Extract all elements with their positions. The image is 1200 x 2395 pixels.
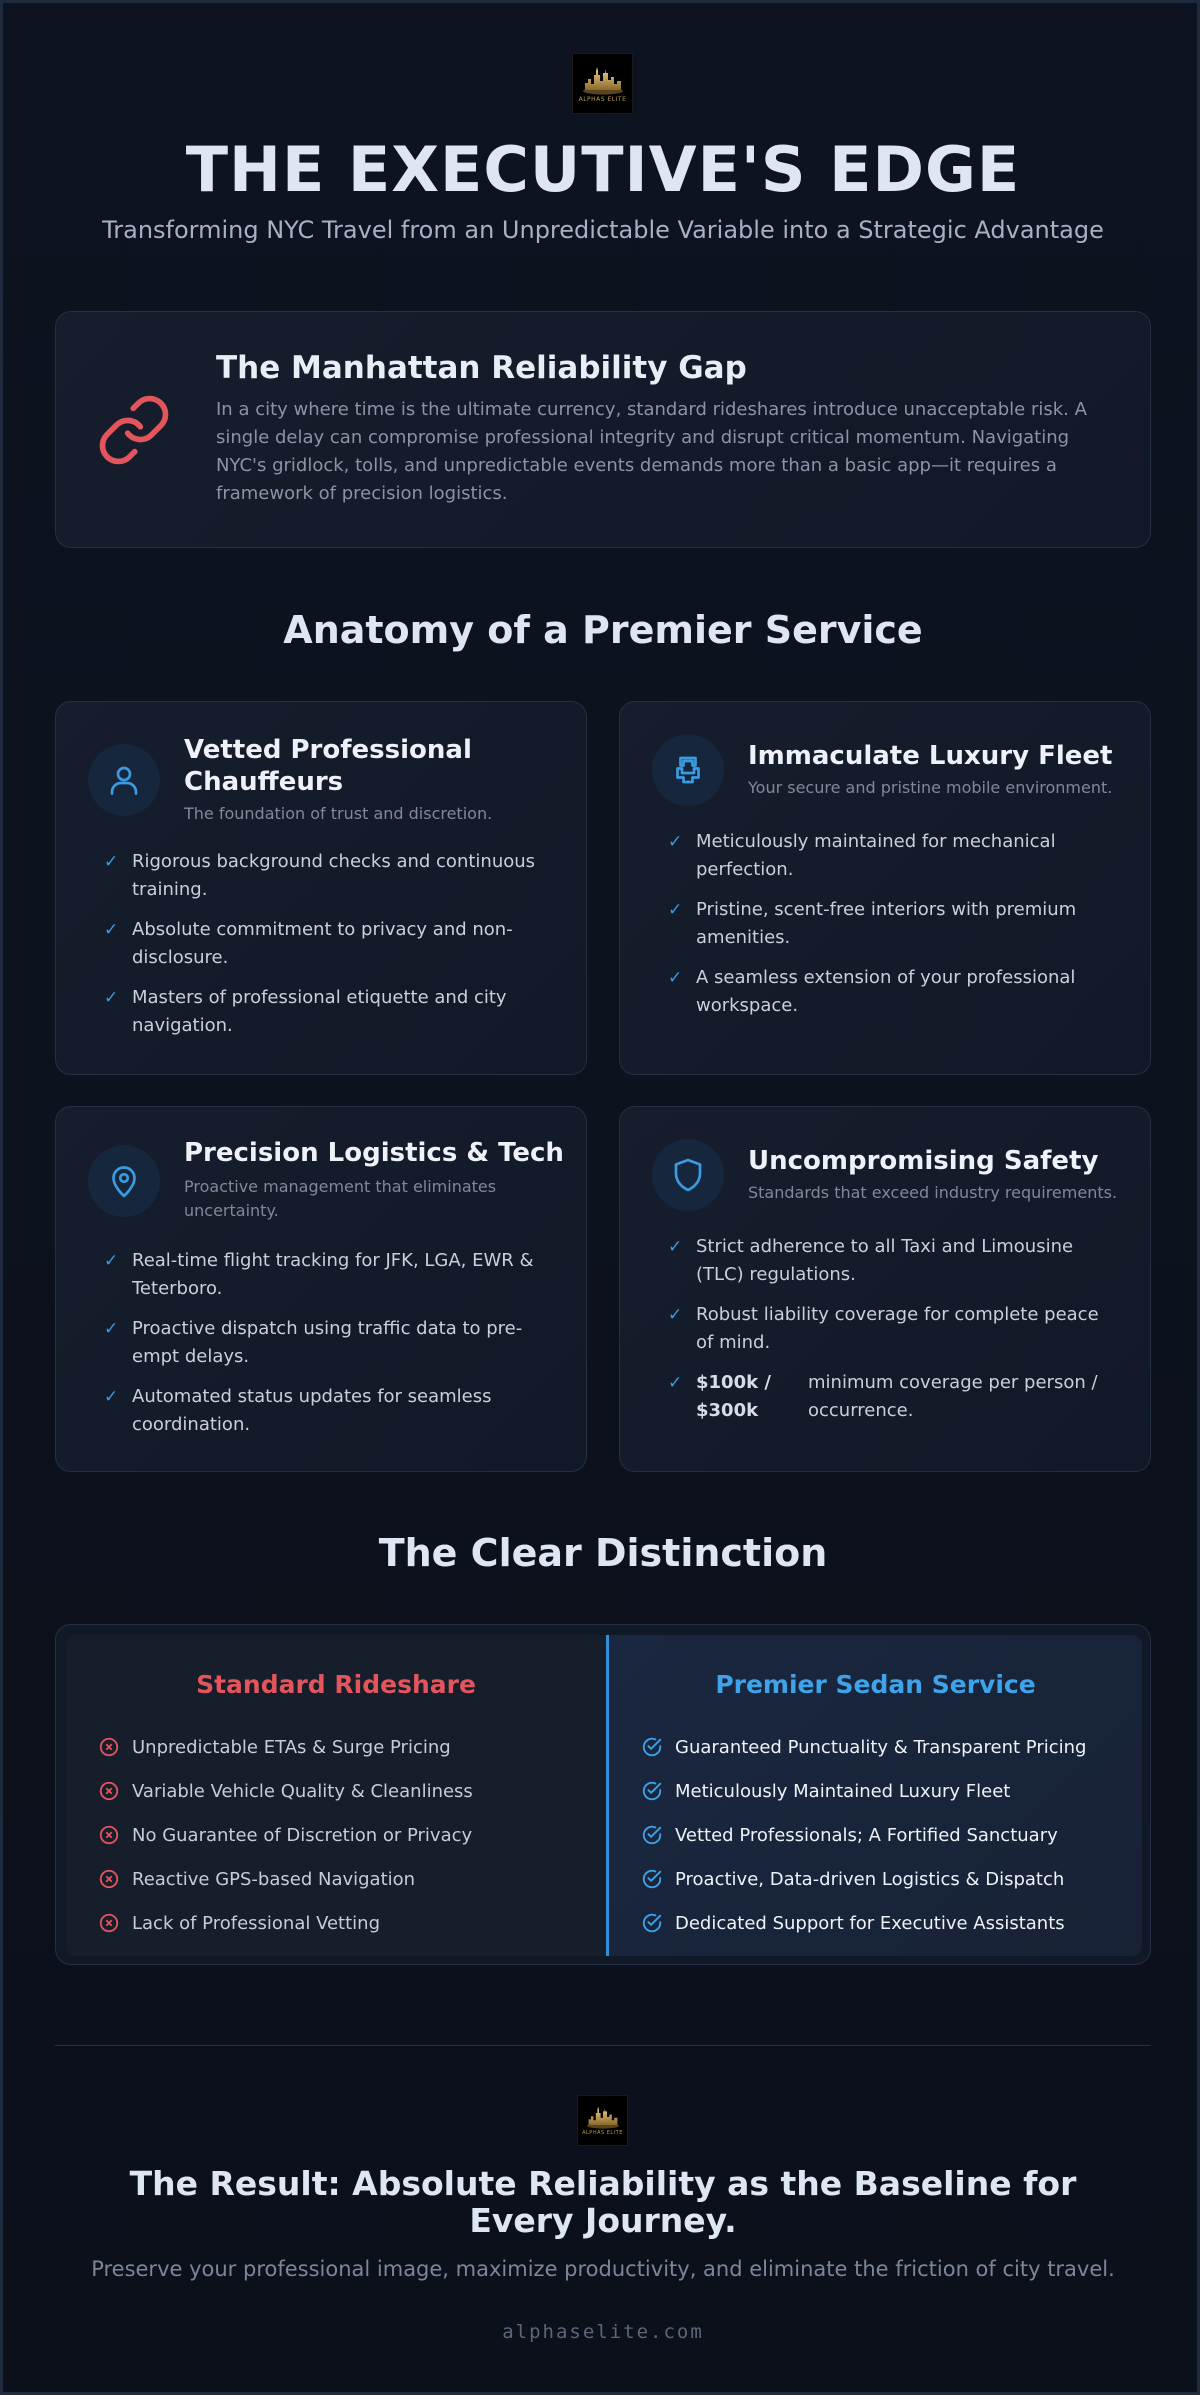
coverage-text: minimum coverage per person / occurrence.: [808, 1372, 1098, 1421]
website-link[interactable]: alphaselite.com: [502, 2321, 704, 2343]
check-icon: ✓: [668, 900, 683, 920]
x-circle-icon: [98, 1868, 120, 1890]
list-item: Dedicated Support for Executive Assistants: [641, 1901, 1086, 1945]
x-circle-icon: [98, 1912, 120, 1934]
feature-icon-wrap: [652, 734, 724, 806]
list-item: No Guarantee of Discretion or Privacy: [98, 1813, 473, 1857]
feature-list: [104, 1247, 554, 1451]
map-pin-icon: [106, 1163, 142, 1199]
feature-card-fleet: [619, 701, 1151, 1075]
feature-title: Precision Logistics & Tech: [184, 1138, 564, 1168]
reliability-gap-card: [55, 311, 1151, 548]
coverage-amount: $100k / $300k: [696, 1372, 771, 1421]
brand-logo: [572, 53, 633, 114]
list-item: ✓ Real-time flight tracking for JFK, LGA, EWR & Teterboro.: [104, 1247, 554, 1303]
feature-icon-wrap: [88, 744, 160, 816]
x-circle-icon: [98, 1824, 120, 1846]
section-divider: [55, 2045, 1151, 2046]
list-item: Reactive GPS-based Navigation: [98, 1857, 473, 1901]
feature-desc: Your secure and pristine mobile environment.: [748, 778, 1113, 797]
list-item: ✓ Meticulously maintained for mechanical perfection.: [668, 828, 1118, 884]
list-item: Meticulously Maintained Luxury Fleet: [641, 1769, 1086, 1813]
check-icon: ✓: [668, 1373, 683, 1393]
list-item: ✓ Strict adherence to all Taxi and Limousine (TLC) regulations.: [668, 1233, 1118, 1289]
feature-desc: The foundation of trust and discretion.: [184, 804, 493, 823]
page-subtitle: Transforming NYC Travel from an Unpredictable Variable into a Strategic Advantage: [102, 216, 1104, 244]
list-item: Lack of Professional Vetting: [98, 1901, 473, 1945]
skyline-logo-icon: [581, 65, 625, 95]
feature-title: Vetted Professional Chauffeurs: [184, 735, 472, 797]
list-item: Proactive, Data-driven Logistics & Dispatch: [641, 1857, 1086, 1901]
check-circle-icon: [641, 1824, 663, 1846]
skyline-logo-icon: [585, 2105, 621, 2129]
x-circle-icon: [98, 1736, 120, 1758]
list-item: Unpredictable ETAs & Surge Pricing: [98, 1725, 473, 1769]
link-icon: [96, 392, 172, 468]
list-item: ✓ Masters of professional etiquette and city navigation.: [104, 984, 554, 1040]
user-icon: [106, 762, 142, 798]
brand-logo-footer: [577, 2095, 628, 2146]
list-item: ✓ Automated status updates for seamless coordination.: [104, 1383, 554, 1439]
feature-icon-wrap: [652, 1139, 724, 1211]
check-circle-icon: [641, 1780, 663, 1802]
shield-icon: [670, 1157, 706, 1193]
comparison-table: [55, 1624, 1151, 1965]
comparison-column-premier: [606, 1635, 1142, 1956]
check-circle-icon: [641, 1912, 663, 1934]
feature-list: [104, 848, 554, 1052]
list-item: Vetted Professionals; A Fortified Sanctuary: [641, 1813, 1086, 1857]
list-item-coverage: [668, 1369, 1118, 1425]
column-heading: Standard Rideshare: [196, 1670, 476, 1699]
comparison-list: [641, 1725, 1086, 1945]
check-icon: ✓: [104, 852, 119, 872]
check-icon: ✓: [104, 1319, 119, 1339]
comparison-list: [98, 1725, 473, 1945]
check-icon: ✓: [668, 1237, 683, 1257]
distinction-title: The Clear Distinction: [378, 1531, 828, 1575]
check-icon: ✓: [668, 968, 683, 988]
car-seat-icon: [670, 752, 706, 788]
check-icon: ✓: [104, 1251, 119, 1271]
gap-title: The Manhattan Reliability Gap: [216, 350, 747, 386]
list-item: ✓ Absolute commitment to privacy and non-disclosure.: [104, 916, 554, 972]
result-heading: The Result: Absolute Reliability as the Baseline for Every Journey.: [129, 2164, 1077, 2240]
x-circle-icon: [98, 1780, 120, 1802]
check-icon: ✓: [104, 988, 119, 1008]
logo-text: ALPHAS ELITE: [578, 95, 627, 103]
gap-body: In a city where time is the ultimate currency, standard rideshares introduce unacceptable risk. A single delay can compromise professional integrity and disrupt critical momentum. Navigating NYC's gridlock, tolls, and unpredictable events demands more than a basic app—it requires a framework of precision logistics.: [216, 399, 1087, 504]
anatomy-title: Anatomy of a Premier Service: [283, 608, 923, 652]
check-circle-icon: [641, 1736, 663, 1758]
check-circle-icon: [641, 1868, 663, 1890]
feature-desc: Standards that exceed industry requirements.: [748, 1183, 1118, 1202]
list-item: ✓ A seamless extension of your professional workspace.: [668, 964, 1118, 1020]
feature-card-chauffeurs: [55, 701, 587, 1075]
check-icon: ✓: [104, 1387, 119, 1407]
logo-text: ALPHAS ELITE: [582, 2130, 623, 2136]
check-icon: ✓: [668, 1305, 683, 1325]
feature-list: [668, 828, 1118, 1032]
feature-list: [668, 1233, 1118, 1437]
result-subtext: Preserve your professional image, maximize productivity, and eliminate the friction of city travel.: [91, 2257, 1115, 2281]
page-title: THE EXECUTIVE'S EDGE: [185, 133, 1021, 206]
list-item: Guaranteed Punctuality & Transparent Pricing: [641, 1725, 1086, 1769]
feature-card-safety: [619, 1106, 1151, 1472]
list-item: ✓ Pristine, scent-free interiors with premium amenities.: [668, 896, 1118, 952]
check-icon: ✓: [104, 920, 119, 940]
feature-title: Uncompromising Safety: [748, 1146, 1099, 1176]
list-item: Variable Vehicle Quality & Cleanliness: [98, 1769, 473, 1813]
feature-title: Immaculate Luxury Fleet: [748, 741, 1113, 771]
list-item: ✓ Rigorous background checks and continuous training.: [104, 848, 554, 904]
list-item: ✓ Proactive dispatch using traffic data to pre-empt delays.: [104, 1315, 554, 1371]
feature-icon-wrap: [88, 1145, 160, 1217]
check-icon: ✓: [668, 832, 683, 852]
column-heading: Premier Sedan Service: [715, 1670, 1036, 1699]
list-item: ✓ Robust liability coverage for complete peace of mind.: [668, 1301, 1118, 1357]
feature-card-logistics: [55, 1106, 587, 1472]
feature-desc: Proactive management that eliminates uncertainty.: [184, 1177, 497, 1220]
comparison-column-standard: [66, 1635, 606, 1956]
